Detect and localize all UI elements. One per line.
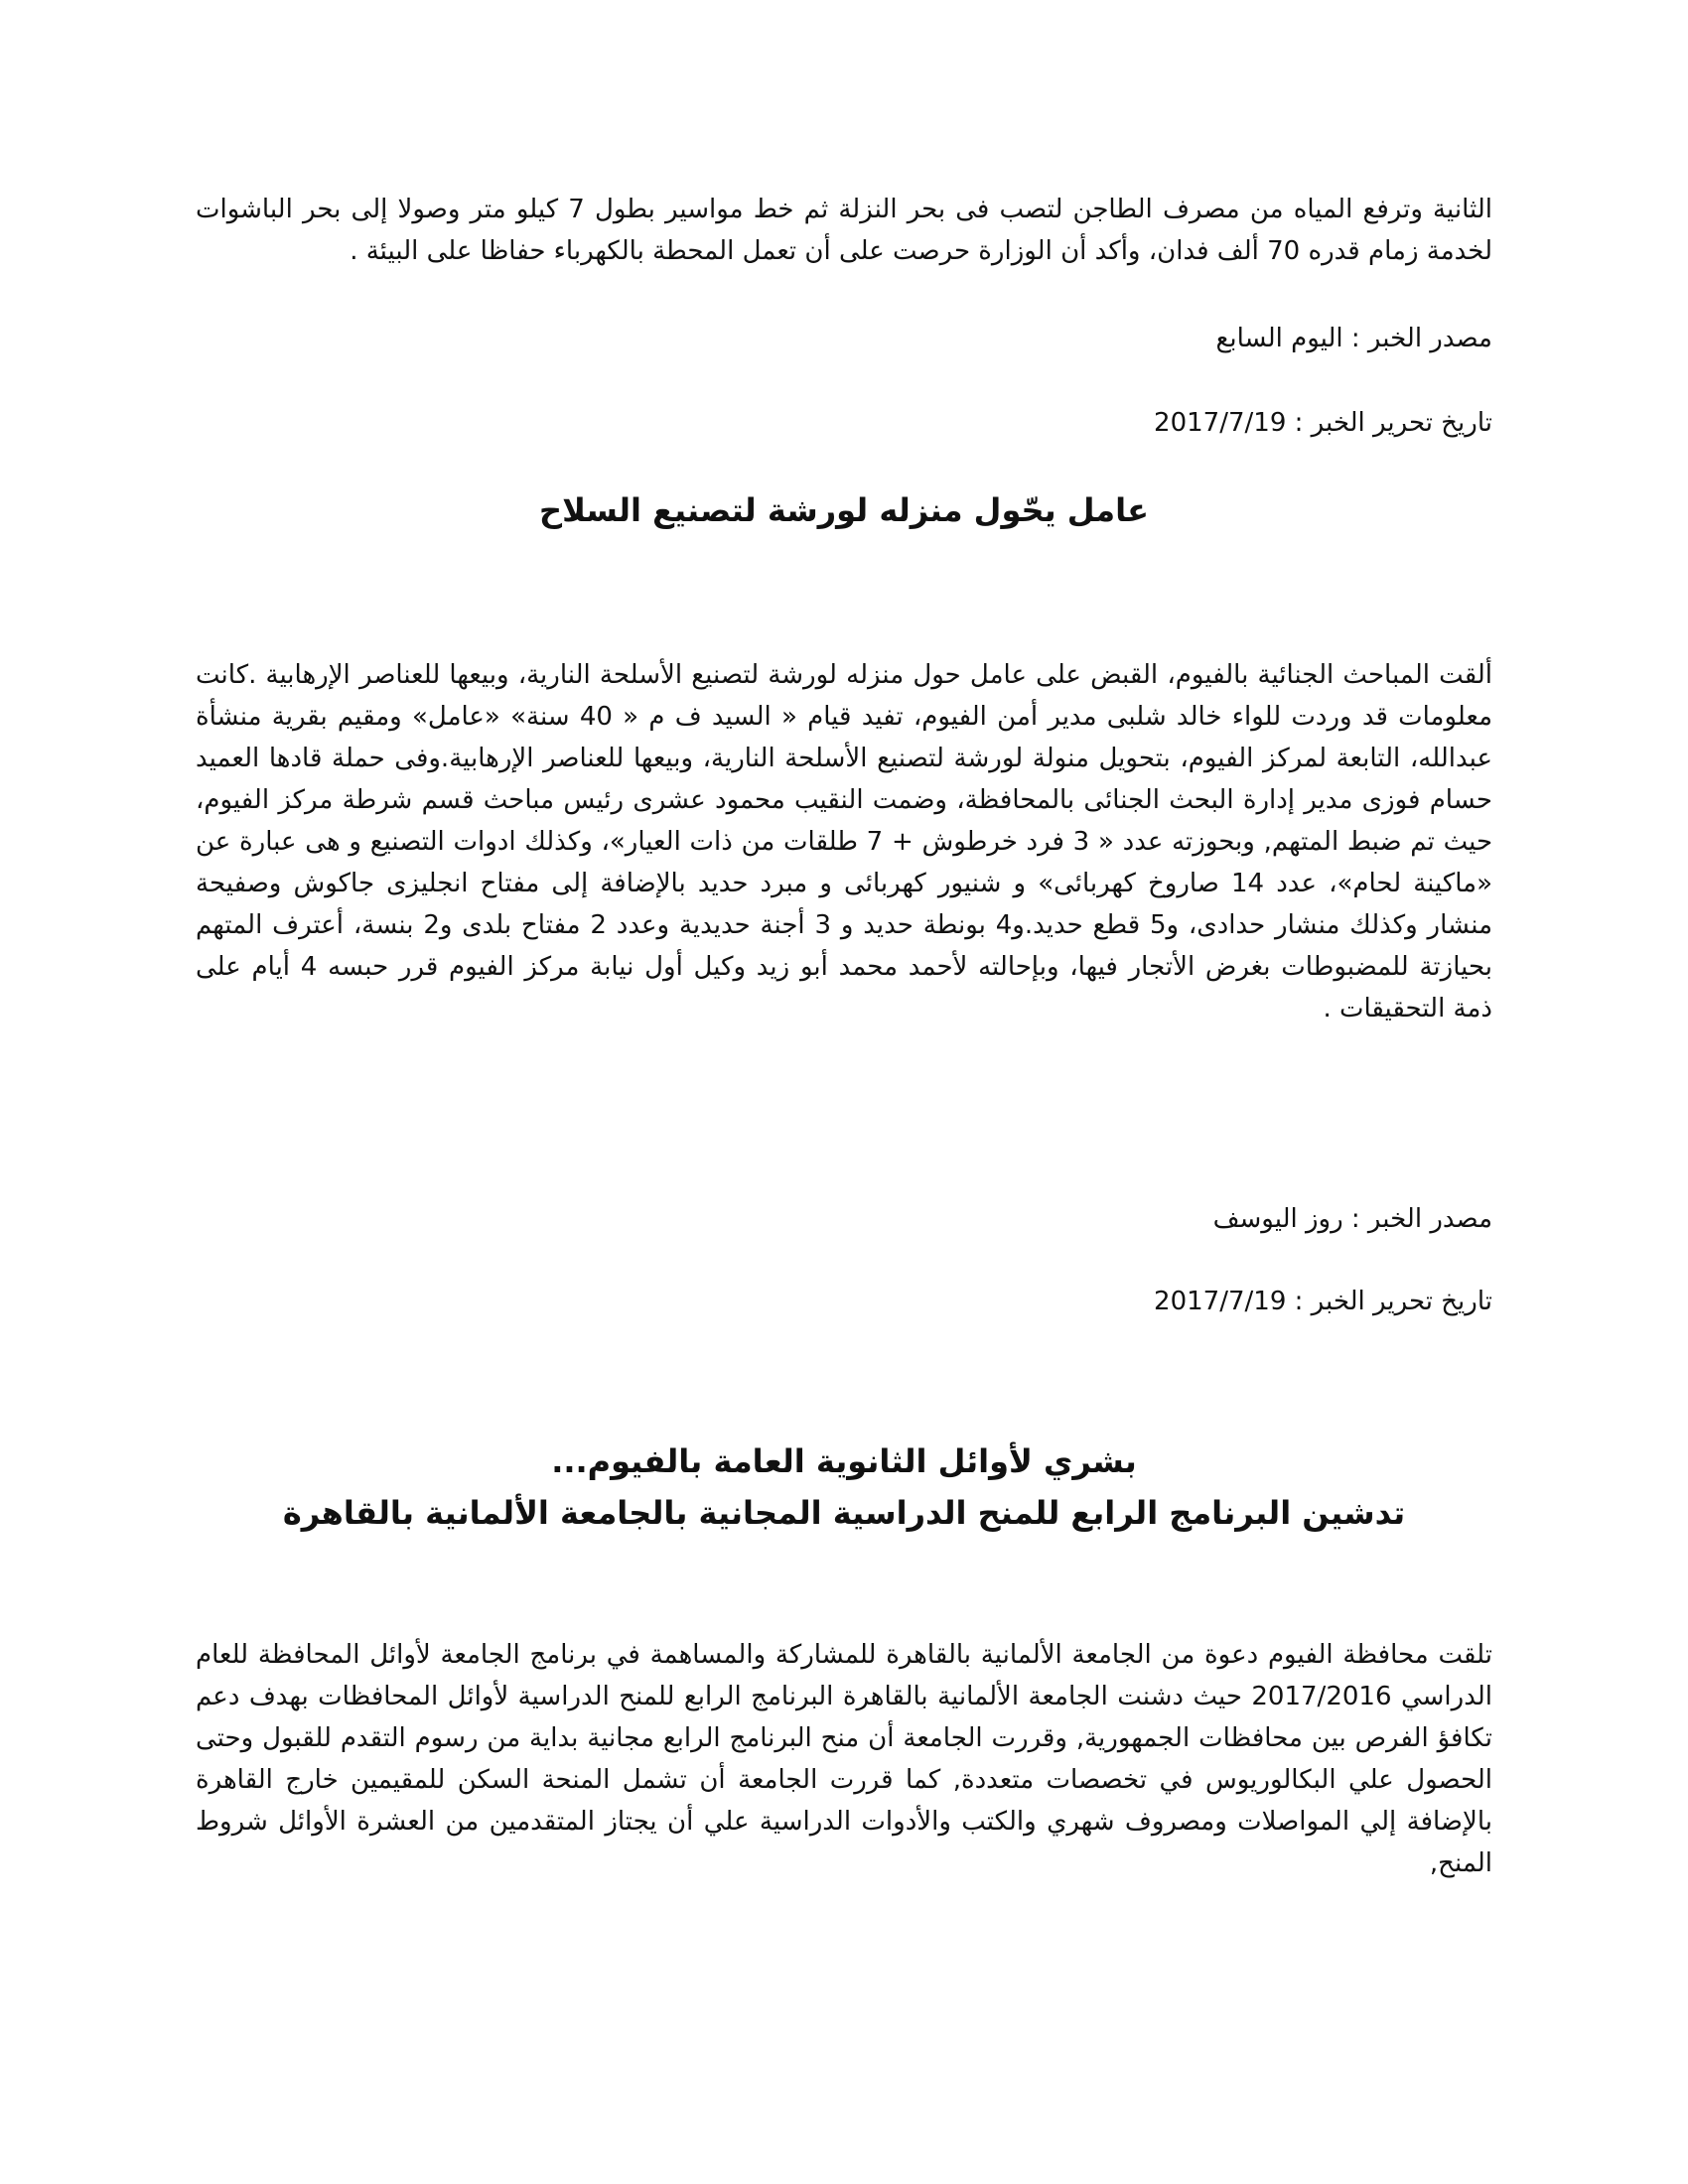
news-date: تاريخ تحرير الخبر : 2017/7/19 [1154,408,1492,438]
article-headline: عامل يحّول منزله لورشة لتصنيع السلاح [539,491,1149,529]
article-paragraph: الثانية وترفع المياه من مصرف الطاجن لتصب فى بحر النزلة ثم خط مواسير بطول 7 كيلو متر وصولا إلى بحر الباشوات لخدمة زمام قدره 70 ألف فدان، وأكد أن الوزارة حرصت على أن تعمل المحطة بالكهرباء حفاظا على البيئة . [196,195,1492,266]
article-paragraph: ألقت المباحث الجنائية بالفيوم، القبض على عامل حول منزله لورشة لتصنيع الأسلحة النارية، وبيعها للعناصر الإرهابية .كانت معلومات قد وردت للواء خالد شلبى مدير أمن الفيوم، تفيد قيام « السيد ف م « 40 سنة» «عامل» ومقيم بقرية منشأة عبدالله، التابعة لمركز الفيوم، بتحويل منولة لورشة لتصنيع الأسلحة النارية، وبيعها للعناصر الإرهابية.وفى حملة قادها العميد حسام فوزى مدير إدارة البحث الجنائى بالمحافظة، وضمت النقيب محمود عشرى رئيس مباحث قسم شرطة مركز الفيوم، حيث تم ضبط المتهم, وبحوزته عدد « 3 فرد خرطوش + 7 طلقات من ذات العيار»، وكذلك ادوات التصنيع و هى عبارة عن «ماكينة لحام»، عدد 14 صاروخ كهربائى» و شنيور كهربائى و مبرد حديد بالإضافة إلى مفتاح انجليزى جاكوش وصفيحة منشار وكذلك منشار حدادى، و5 قطع حديد.و4 بونطة حديد و 3 أجنة حديدية وعدد 2 مفتاح بلدى و2 بنسة، أعترف المتهم بحيازتة للمضبوطات بغرض الأتجار فيها، وبإحالته لأحمد محمد أبو زيد وكيل أول نيابة مركز الفيوم قرر حبسه 4 أيام على ذمة التحقيقات . [196,660,1493,1024]
headline-line-1: بشري لأوائل الثانوية العامة بالفيوم... [551,1442,1137,1480]
news-source: مصدر الخبر : اليوم السابع [1215,324,1492,353]
news-date: تاريخ تحرير الخبر : 2017/7/19 [1154,1287,1492,1316]
news-source: مصدر الخبر : روز اليوسف [1212,1204,1492,1234]
headline-line-2: تدشين البرنامج الرابع للمنح الدراسية المجانية بالجامعة الألمانية بالقاهرة [282,1494,1406,1532]
article-paragraph: تلقت محافظة الفيوم دعوة من الجامعة الألمانية بالقاهرة للمشاركة والمساهمة في برنامج الجامعة لأوائل المحافظة للعام الدراسي 2017/2016 حيث دشنت الجامعة الألمانية بالقاهرة البرنامج الرابع للمنح الدراسية لأوائل المحافظات بهدف دعم تكافؤ الفرص بين محافظات الجمهورية, وقررت الجامعة أن منح البرنامج الرابع مجانية بداية من رسوم التقدم للقبول وحتى الحصول علي البكالوريوس في تخصصات متعددة, كما قررت الجامعة أن تشمل المنحة السكن للمقيمين خارج القاهرة بالإضافة إلي المواصلات ومصروف شهري والكتب والأدوات الدراسية علي أن يجتاز المتقدمين من العشرة الأوائل شروط المنح, [196,1640,1492,1878]
article-headline [196,1435,1492,1539]
